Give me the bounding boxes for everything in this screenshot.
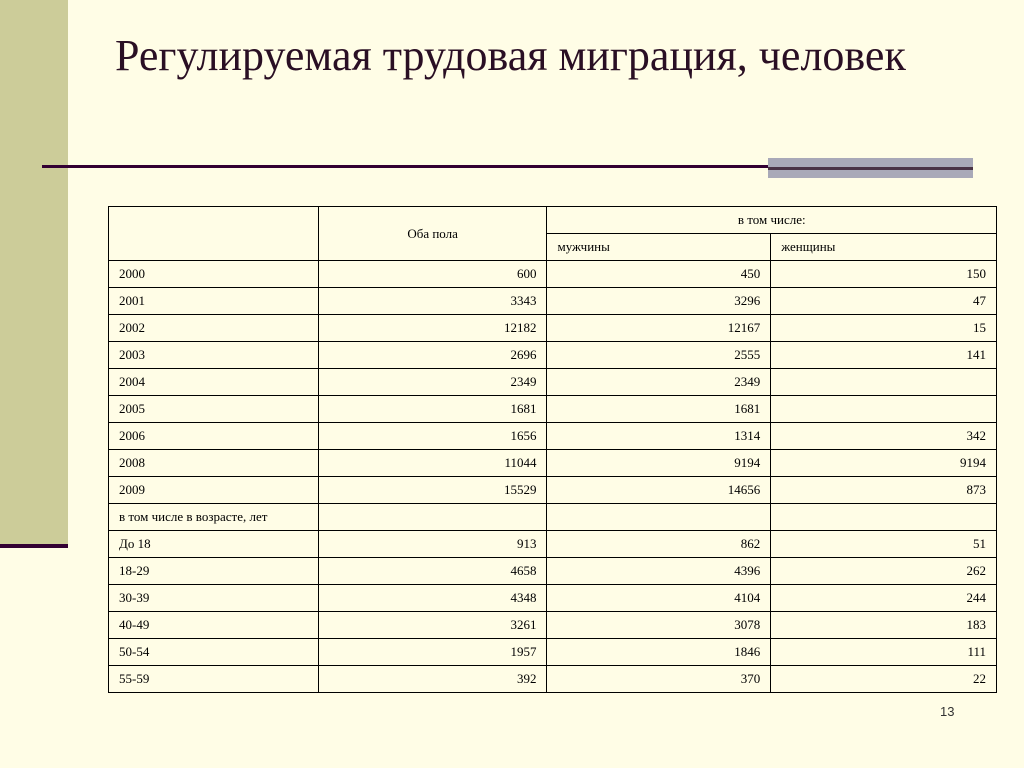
cell-men: 9194: [547, 450, 771, 477]
header-empty-cell: [109, 207, 319, 261]
cell-women: 15: [771, 315, 997, 342]
cell-both-sexes: 600: [318, 261, 547, 288]
row-label: 2001: [109, 288, 319, 315]
cell-both-sexes: 392: [318, 666, 547, 693]
cell-men: 1681: [547, 396, 771, 423]
cell-women: [771, 369, 997, 396]
migration-table: [108, 206, 997, 693]
cell-women: 111: [771, 639, 997, 666]
table-row: [109, 369, 997, 396]
cell-women: 342: [771, 423, 997, 450]
cell-men: 1846: [547, 639, 771, 666]
cell-women: 244: [771, 585, 997, 612]
row-label: в том числе в возрасте, лет: [109, 504, 319, 531]
cell-both-sexes: 11044: [318, 450, 547, 477]
row-label: 18-29: [109, 558, 319, 585]
cell-both-sexes: 913: [318, 531, 547, 558]
table-row: [109, 450, 997, 477]
row-label: 2009: [109, 477, 319, 504]
cell-men: 14656: [547, 477, 771, 504]
cell-both-sexes: [318, 504, 547, 531]
side-decor-band: [0, 0, 68, 545]
cell-men: 4104: [547, 585, 771, 612]
table-row: [109, 315, 997, 342]
header-women: женщины: [771, 234, 997, 261]
table-row: [109, 531, 997, 558]
cell-men: 1314: [547, 423, 771, 450]
cell-women: 141: [771, 342, 997, 369]
row-label: 30-39: [109, 585, 319, 612]
cell-both-sexes: 1681: [318, 396, 547, 423]
table-row: [109, 477, 997, 504]
table-row: [109, 558, 997, 585]
table-row: [109, 612, 997, 639]
cell-women: [771, 396, 997, 423]
cell-men: 3296: [547, 288, 771, 315]
cell-both-sexes: 1957: [318, 639, 547, 666]
cell-men: 12167: [547, 315, 771, 342]
cell-women: 262: [771, 558, 997, 585]
table-row: [109, 342, 997, 369]
row-label: 2005: [109, 396, 319, 423]
cell-women: 183: [771, 612, 997, 639]
row-label: 2003: [109, 342, 319, 369]
cell-both-sexes: 2696: [318, 342, 547, 369]
cell-men: 370: [547, 666, 771, 693]
cell-men: 862: [547, 531, 771, 558]
table-row: [109, 585, 997, 612]
cell-men: 2349: [547, 369, 771, 396]
row-label: 40-49: [109, 612, 319, 639]
table-row: [109, 288, 997, 315]
row-label: 50-54: [109, 639, 319, 666]
table-row: [109, 423, 997, 450]
table-row: [109, 666, 997, 693]
cell-women: 22: [771, 666, 997, 693]
cell-women: 47: [771, 288, 997, 315]
cell-both-sexes: 12182: [318, 315, 547, 342]
header-including: в том числе:: [547, 207, 997, 234]
cell-women: 150: [771, 261, 997, 288]
table-header-row: [109, 207, 997, 234]
cell-both-sexes: 3343: [318, 288, 547, 315]
header-men: мужчины: [547, 234, 771, 261]
table-body: [109, 261, 997, 693]
cell-both-sexes: 2349: [318, 369, 547, 396]
cell-women: 9194: [771, 450, 997, 477]
slide-title: Регулируемая трудовая миграция, человек: [115, 31, 906, 80]
row-label: 2006: [109, 423, 319, 450]
divider-accent-line: [768, 167, 973, 170]
cell-men: 2555: [547, 342, 771, 369]
cell-both-sexes: 4658: [318, 558, 547, 585]
cell-both-sexes: 4348: [318, 585, 547, 612]
table-row: [109, 261, 997, 288]
table-row: [109, 639, 997, 666]
cell-women: 51: [771, 531, 997, 558]
cell-men: 4396: [547, 558, 771, 585]
row-label: 55-59: [109, 666, 319, 693]
row-label: 2002: [109, 315, 319, 342]
cell-men: 3078: [547, 612, 771, 639]
header-both-sexes: Оба пола: [318, 207, 547, 261]
cell-men: 450: [547, 261, 771, 288]
row-label: 2004: [109, 369, 319, 396]
cell-both-sexes: 15529: [318, 477, 547, 504]
table-row: [109, 504, 997, 531]
cell-men: [547, 504, 771, 531]
row-label: 2008: [109, 450, 319, 477]
row-label: До 18: [109, 531, 319, 558]
side-decor-line: [0, 544, 68, 548]
table-row: [109, 396, 997, 423]
cell-both-sexes: 3261: [318, 612, 547, 639]
cell-women: 873: [771, 477, 997, 504]
cell-women: [771, 504, 997, 531]
page-number: 13: [940, 704, 955, 719]
row-label: 2000: [109, 261, 319, 288]
cell-both-sexes: 1656: [318, 423, 547, 450]
